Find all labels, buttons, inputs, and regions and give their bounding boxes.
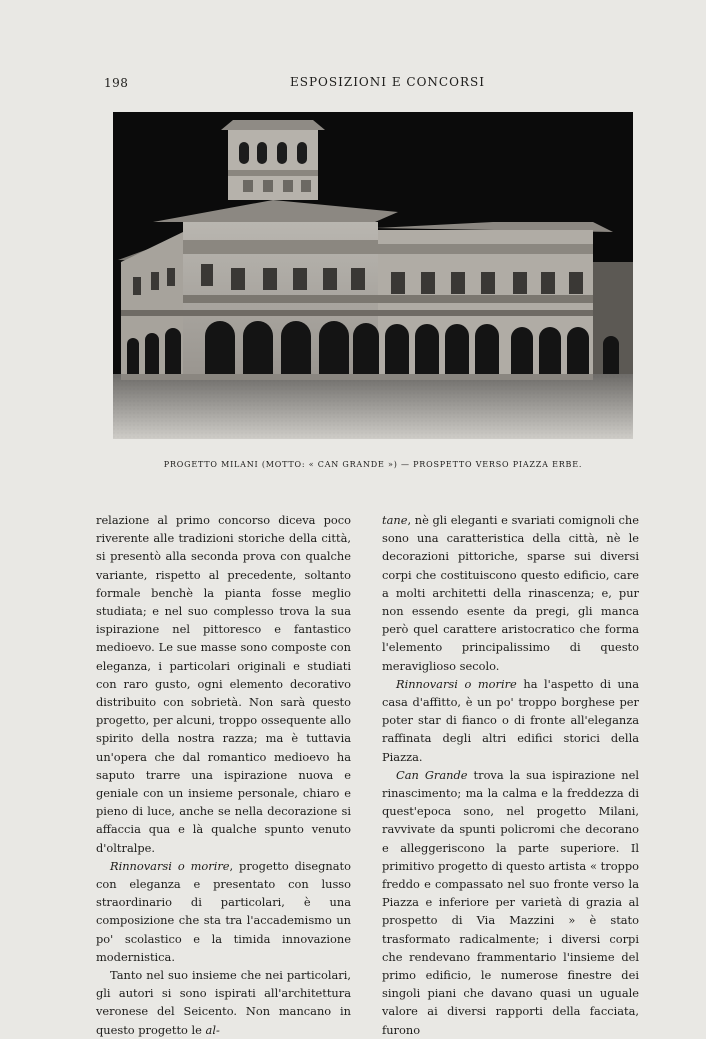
motto-italic: Can Grande <box>396 767 468 782</box>
paragraph <box>382 675 639 766</box>
paragraph-text: ha l'aspetto di una casa d'affitto, è un po' troppo borghese per poter star di fianco o di fronte all'eleganza raffinata degli altri edifici storici della Piazza. <box>382 676 639 764</box>
italic-word: tane <box>382 513 408 527</box>
figure-caption: PROGETTO MILANI (MOTTO: « CAN GRANDE ») — PROSPETTO VERSO PIAZZA ERBE. <box>163 460 583 469</box>
motto-italic: Rinnovarsi o morire <box>110 858 230 873</box>
building-model-photo <box>113 112 633 439</box>
paragraph-text: , nè gli eleganti e svariati comignoli che sono una caratteristica della città, nè le decorazioni pittoriche, sparse sui diversi corpi che costituiscono questo edificio, care a molti architetti della rinascenza; e, pur non essendo esente da pregi, gli manca però quel carattere aristocratico che forma l'elemento principalissimo di questo meraviglioso secolo. <box>382 513 639 673</box>
paragraph-text: , progetto disegnato con eleganza e presentato con lusso straordinario di particolari, è una composizione che sta tra l'accademismo un po' scolastico e la timida innovazione modernistica. <box>96 858 351 964</box>
paragraph <box>96 857 351 966</box>
paragraph-text: Tanto nel suo insieme che nei particolari, gli autori si sono ispirati all'architettura veronese del Seicento. Non mancano in questo progetto le <box>96 968 351 1037</box>
motto-italic: Rinnovarsi o morire <box>396 676 517 691</box>
text-column-left <box>96 511 351 1039</box>
paragraph <box>96 966 351 1039</box>
architectural-photo-plate <box>113 112 633 439</box>
paragraph <box>382 511 639 675</box>
text-column-right <box>382 511 639 1039</box>
paragraph <box>382 766 639 1039</box>
paragraph-text: trova la sua ispirazione nel rinascimento; ma la calma e la freddezza di quest'epoca sono, nel progetto Milani, ravvivate da spunti policromi che decorano e alleggeriscono la parte superiore. Il primitivo progetto di questo artista « troppo freddo e compassato nel suo fronte verso la Piazza e inferiore per varietà di grazia al prospetto di Via Mazzini » è stato trasformato radicalmente; i diversi corpi che rendevano frammentario l'insieme del primo edificio, le numerose finestre dei singoli piani che davano quasi un uguale valore ai diversi rapporti della facciata, furono <box>382 767 639 1037</box>
page-number: 198 <box>104 76 129 90</box>
italic-word: al- <box>205 1022 220 1037</box>
running-title: ESPOSIZIONI E CONCORSI <box>290 75 485 89</box>
paragraph: relazione al primo concorso diceva poco riverente alle tradizioni storiche della città, si presentò alla seconda prova con qualche variante, rispetto al precedente, soltanto formale benchè la pianta fosse meglio studiata; e nel suo complesso trova la sua ispirazione nel pittoresco e fantastico medioevo. Le sue masse sono composte con eleganza, i particolari originali e studiati con raro gusto, ogni elemento decorativo distribuito con sobrietà. Non sarà questo progetto, per alcuni, troppo ossequente allo spirito della nostra razza; ma è tuttavia un'opera che dal romantico medioevo ha saputo trarre una ispirazione nuova e geniale con un insieme personale, chiaro e pieno di luce, anche se nella decorazione si affaccia qua e là qualche spunto venuto d'oltralpe. <box>96 513 351 855</box>
